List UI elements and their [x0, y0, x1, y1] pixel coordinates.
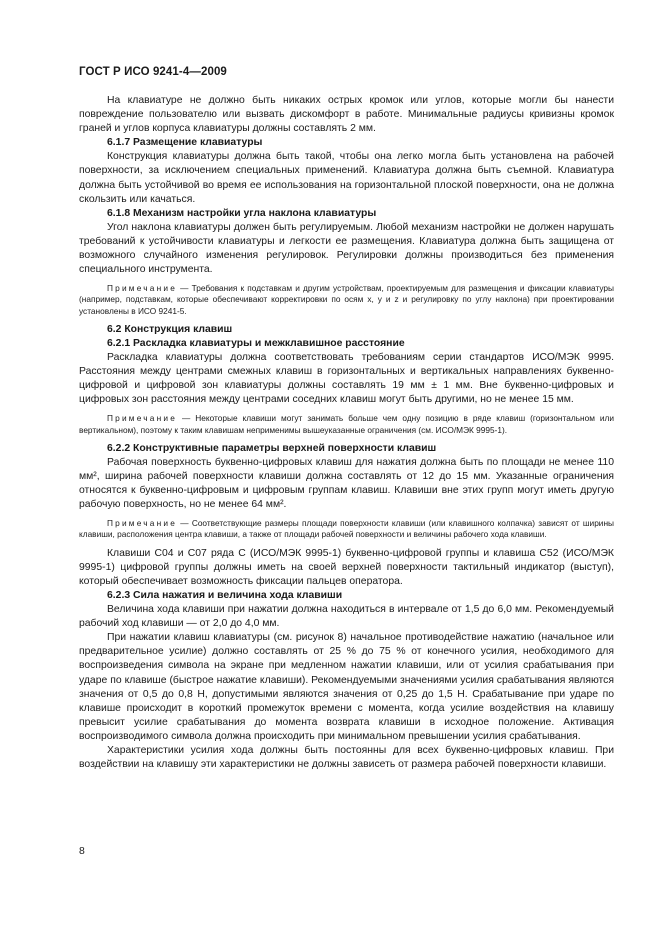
note-1: Примечание — Требования к подставкам и другим устройствам, проектируемым для размещения и фиксации клавиатуры (например, подставкам, которые обеспечивают корректировки по осям x, y и z и регулировку по углу наклона) при проектировании установлены в ИСО 9241-5.	[79, 283, 614, 316]
heading-6-2: 6.2 Конструкция клавиш	[107, 323, 233, 335]
page-number: 8	[79, 846, 85, 857]
paragraph-tilt: Угол наклона клавиатуры должен быть регулируемым. Любой механизм настройки не должен нарушать требований к устойчивости клавиатуры и легкости ее размещения. Клавиатура должна быть защищена от возможного случайного изменения регулировок. Регулировки должны производиться без применения специального инструмента.	[79, 221, 614, 276]
paragraph-layout: Раскладка клавиатуры должна соответствовать требованиям серии стандартов ИСО/МЭК 9995. Расстояния между центрами смежных клавиш в горизонтальных и вертикальных направлениях буквенно-цифровой и цифровой зон клавиатуры должны составлять 19 мм ± 1 мм. Вне буквенно-цифровых и цифровых зон расстояния между центрами соседних клавиш могут быть другими, но не менее 15 мм.	[79, 352, 614, 406]
note-3-text: Соответствующие размеры площади поверхности клавиши (или клавишного колпачка) зависят от ширины клавиши, расположения центра клавиши, а также от площади рабочей поверхности и величины рабочего хода клавиши.	[79, 518, 614, 540]
note-label: Примечание	[107, 518, 178, 529]
note-2: Примечание — Некоторые клавиши могут занимать больше чем одну позицию в ряде клавиш (горизонтальном или вертикальном), поэтому к таким клавишам неприменимы вышеуказанные ограничения (см. ИСО/МЭК 9995-1).	[79, 413, 614, 435]
paragraph-force: При нажатии клавиш клавиатуры (см. рисунок 8) начальное противодействие нажатию (начальное или предварительное усилие) должно составлять от 25 % до 75 % от конечного усилия, необходимого для воспроизведения символа на экране при медленном нажатии клавиши, или от усилия срабатывания при ударе по клавише (быстрое нажатие клавиши). Рекомендуемыми значениями усилия срабатывания являются значения от 0,5 до 0,8 Н, допустимыми являются значения от 0,25 до 1,5 Н. Срабатывание при ударе по клавише происходит в короткий промежуток времени с момента, когда усилие воздействия на клавишу превысит усилие срабатывания до момента возврата клавиши в исходное положение. Активация воспроизводимого символа должна происходить при минимальном превышении усилия срабатывания.	[79, 632, 614, 742]
document-header: ГОСТ Р ИСО 9241-4—2009	[79, 66, 227, 78]
document-body	[79, 94, 614, 772]
paragraph-edges: На клавиатуре не должно быть никаких острых кромок или углов, которые могли бы нанести повреждение пользователю или вызвать дискомфорт в работе. Минимальные радиусы кривизны кромок граней и углов корпуса клавиатуры должны составлять 2 мм.	[79, 95, 614, 135]
paragraph-placement: Конструкция клавиатуры должна быть такой, чтобы она легко могла быть установлена на рабочей поверхности, за исключением специальных применений. Клавиатура должна быть съемной. Клавиатура должна быть устойчивой во время ее использования на горизонтальной плоской поверхности, она не должна скользить или качаться.	[79, 151, 614, 205]
heading-6-1-7: 6.1.7 Размещение клавиатуры	[107, 137, 263, 149]
note-1-text: Требования к подставкам и другим устройствам, проектируемым для размещения и фиксации клавиатуры (например, подставкам, которые обеспечивают корректировки по осям x, y и z и регулировку по углу наклона) при проектировании установлены в ИСО 9241-5.	[79, 283, 614, 316]
note-3: Примечание — Соответствующие размеры площади поверхности клавиши (или клавишного колпачка) зависят от ширины клавиши, расположения центра клавиши, а также от площади рабочей поверхности и величины рабочего хода клавиши.	[79, 518, 614, 540]
heading-6-2-2: 6.2.2 Конструктивные параметры верхней поверхности клавиш	[107, 442, 437, 454]
paragraph-travel: Величина хода клавиши при нажатии должна находиться в интервале от 1,5 до 6,0 мм. Рекомендуемый рабочий ход клавиши — от 2,0 до 4,0 мм.	[79, 604, 614, 630]
note-label: Примечание	[107, 283, 178, 294]
note-2-text: Некоторые клавиши могут занимать больше чем одну позицию в ряде клавиш (горизонтальном или вертикальном), поэтому к таким клавишам неприменимы вышеуказанные ограничения (см. ИСО/МЭК 9995-1).	[79, 413, 614, 435]
note-label: Примечание	[107, 413, 178, 424]
heading-6-2-3: 6.2.3 Сила нажатия и величина хода клавиши	[107, 589, 343, 601]
heading-6-1-8: 6.1.8 Механизм настройки угла наклона клавиатуры	[107, 207, 377, 219]
paragraph-characteristics: Характеристики усилия хода должны быть постоянны для всех буквенно-цифровых клавиш. При воздействии на клавишу эти характеристики не должны зависеть от размера рабочей поверхности клавиши.	[79, 744, 614, 771]
heading-6-2-1: 6.2.1 Раскладка клавиатуры и межклавишное расстояние	[107, 337, 405, 349]
paragraph-key-surface: Рабочая поверхность буквенно-цифровых клавиш для нажатия должна быть по площади не менее 110 мм², ширина рабочей поверхности клавиши должна составлять от 12 до 15 мм. Указанные ограничения относятся к буквенно-цифровым и цифровым группам клавиш. Клавиши вне этих групп могут иметь другую рабочую поверхность, но не менее 64 мм².	[79, 456, 614, 511]
paragraph-tactile: Клавиши С04 и С07 ряда С (ИСО/МЭК 9995-1) буквенно-цифровой группы и клавиша С52 (ИСО/МЭК 9995-1) цифровой группы должны иметь на своей верхней поверхности тактильный индикатор (выступ), который обеспечивает возможность фиксации пальцев оператора.	[79, 547, 614, 587]
